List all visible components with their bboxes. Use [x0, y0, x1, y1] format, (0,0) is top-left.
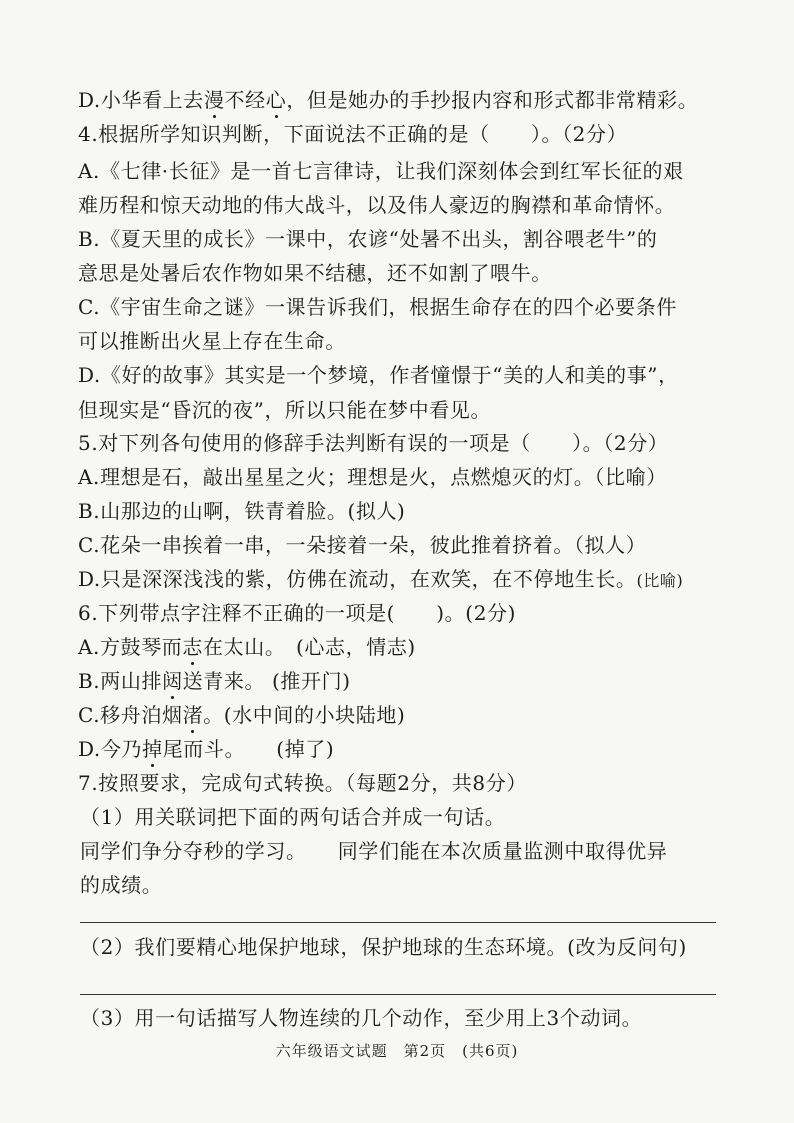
question-5: 5.对下列各句使用的修辞手法判断有误的一项是（ ）。（2分）	[78, 431, 669, 455]
q6-option-d: D.今乃掉尾而斗。 (掉了)	[78, 737, 335, 761]
q4-option-d-line1: D.《好的故事》其实是一个梦境，作者憧憬于“美的人和美的事”，	[78, 363, 679, 387]
dotted-char: 志	[182, 635, 204, 659]
dotted-char: 闼	[162, 669, 183, 693]
dotted-char: 掉	[142, 737, 163, 761]
q7-part-1-sentence-line2: 的成绩。	[80, 873, 163, 897]
answer-line-1	[80, 922, 716, 923]
question-7: 7.按照要求，完成句式转换。（每题2分，共8分）	[78, 771, 527, 795]
q5-option-d-tag: (比喻)	[636, 571, 684, 590]
q7-part-3: （3）用一句话描写人物连续的几个动作，至少用上3个动词。	[80, 1006, 643, 1030]
q6-option-b: B.两山排闼送青来。 (推开门)	[78, 669, 351, 693]
q5-option-d: D.只是深深浅浅的紫，仿佛在流动，在欢笑，在不停地生长。(比喻)	[78, 567, 684, 591]
q4-option-a-line1: A.《七律·长征》是一首七言律诗，让我们深刻体会到红军长征的艰	[78, 159, 684, 183]
dotted-char: 渚	[182, 703, 204, 727]
question-6: 6.下列带点字注释不正确的一项是( )。(2分)	[78, 601, 517, 625]
q4-option-b-line2: 意思是处暑后农作物如果不结穗，还不如割了喂牛。	[78, 261, 552, 285]
question-4: 4.根据所学知识判断，下面说法不正确的是（ ）。（2分）	[78, 122, 628, 146]
q4-option-c-line2: 可以推断出火星上存在生命。	[78, 329, 346, 353]
q4-option-c-line1: C.《宇宙生命之谜》一课告诉我们，根据生命存在的四个必要条件	[78, 295, 677, 319]
q4-option-d-line2: 但现实是“昏沉的夜”，所以只能在梦中看见。	[78, 398, 492, 422]
dotted-char: 心	[265, 88, 287, 112]
q5-option-b: B.山那边的山啊，铁青着脸。(拟人)	[78, 499, 406, 523]
q4-option-b-line1: B.《夏天里的成长》一课中，农谚“处暑不出头，割谷喂老牛”的	[78, 227, 658, 251]
q7-part-2: （2）我们要精心地保护地球，保护地球的生态环境。(改为反问句)	[80, 935, 687, 959]
page-footer: 六年级语文试题 第2页 (共6页)	[275, 1042, 519, 1060]
q4-option-a-line2: 难历程和惊天动地的伟大战斗，以及伟人豪迈的胸襟和革命情怀。	[78, 193, 676, 217]
q7-part-1-sentence-line1: 同学们争分夺秒的学习。 同学们能在本次质量监测中取得优异	[80, 839, 668, 863]
q5-option-a: A.理想是石，敲出星星之火；理想是火，点燃熄灭的灯。（比喻）	[78, 465, 667, 489]
answer-line-2	[80, 994, 716, 995]
q3-option-d: D.小华看上去漫不经心，但是她办的手抄报内容和形式都非常精彩。	[78, 88, 699, 112]
q7-part-1: （1）用关联词把下面的两句话合并成一句话。	[80, 805, 506, 829]
q6-option-c: C.移舟泊烟渚。(水中间的小块陆地)	[78, 703, 406, 727]
q5-option-c: C.花朵一串挨着一串，一朵接着一朵，彼此推着挤着。（拟人）	[78, 533, 647, 557]
dotted-char: 漫	[203, 88, 225, 112]
q6-option-a: A.方鼓琴而志在太山。 (心志，情志)	[78, 635, 416, 659]
